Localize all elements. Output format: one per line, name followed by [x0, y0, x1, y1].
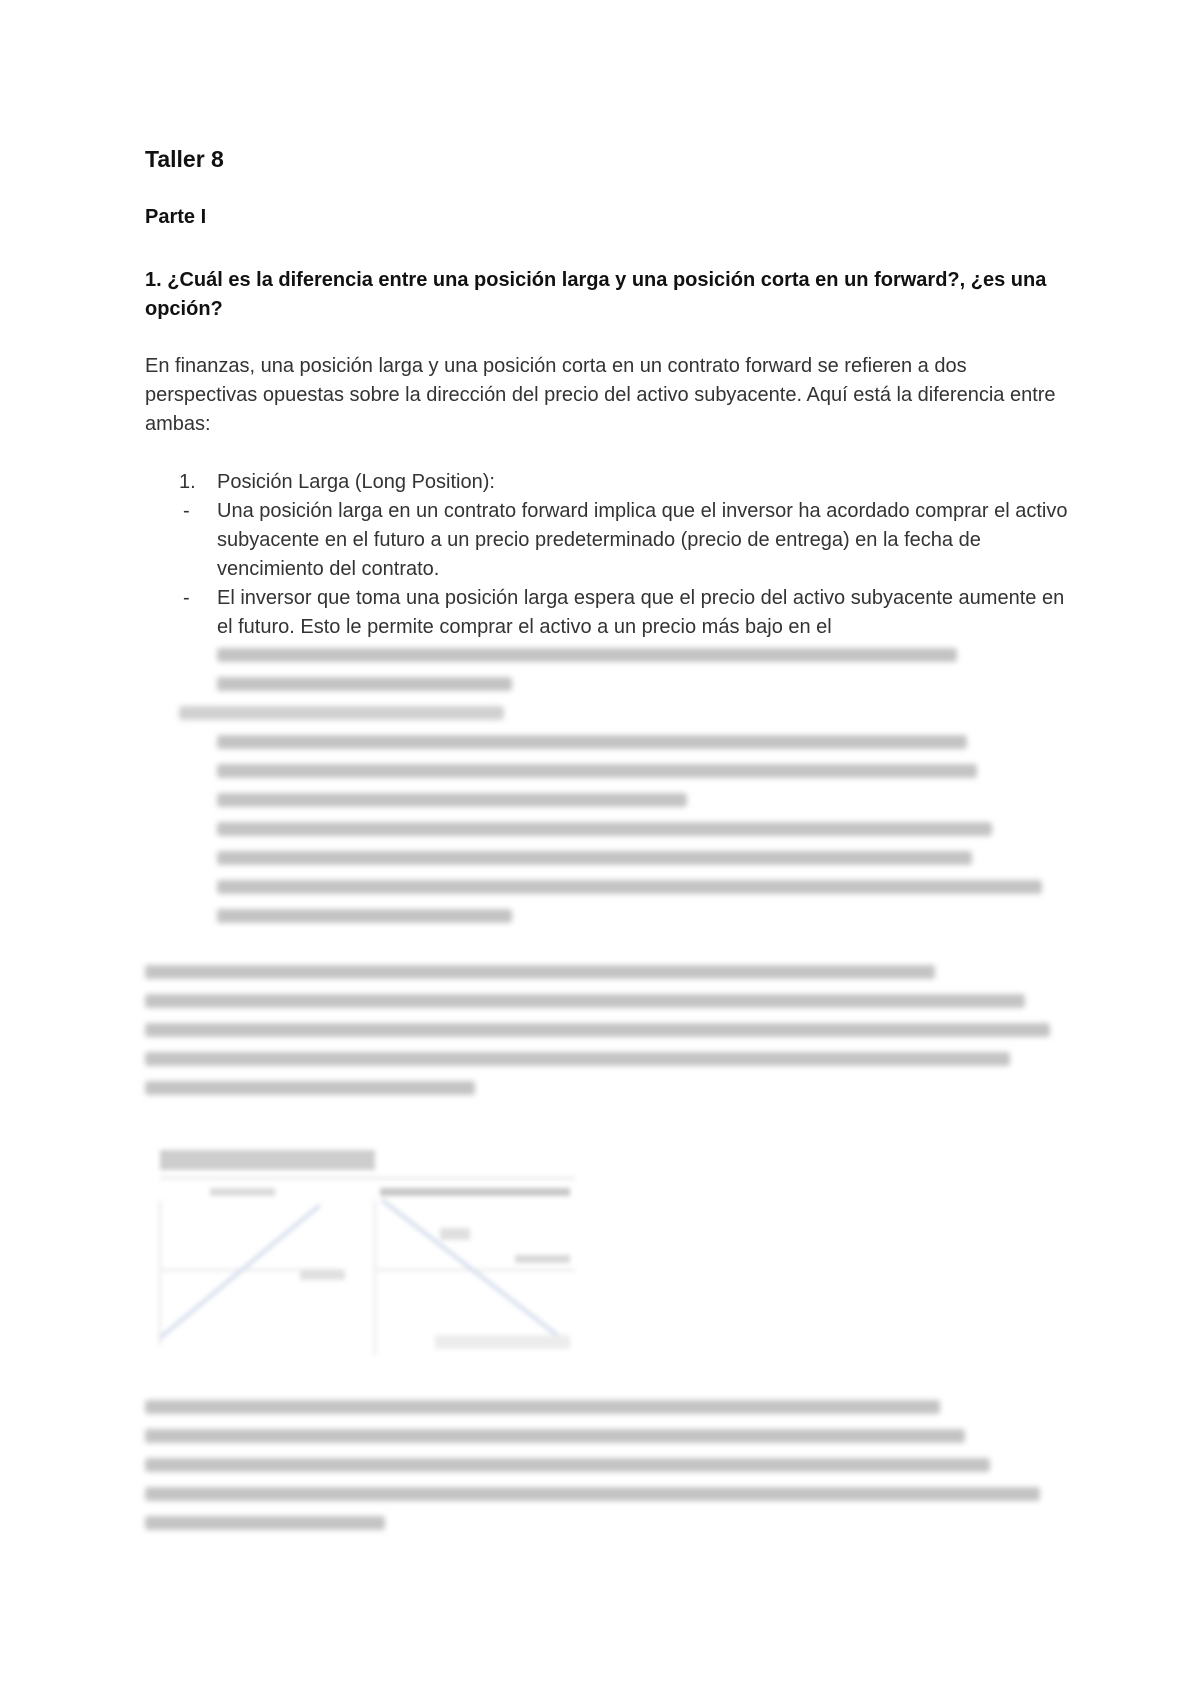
blurred-forward-payoff-chart	[150, 1150, 580, 1360]
blurred-line	[145, 1023, 1050, 1037]
list-marker: 1.	[179, 471, 196, 493]
blurred-line	[217, 851, 972, 865]
blurred-line	[145, 1429, 965, 1443]
list-item-text: Una posición larga en un contrato forward implica que el inversor ha acordado comprar el activo subyacente en el futuro a un precio predeterminado (precio de entrega) en la fecha de vencimiento del contrato.	[217, 500, 1068, 580]
list-item-text: El inversor que toma una posición larga espera que el precio del activo subyacente aumente en el futuro. Esto le permite comprar el activo a un precio más bajo en el	[217, 587, 1065, 638]
right-annotation-blur	[515, 1255, 570, 1263]
blurred-line	[217, 648, 957, 662]
blurred-line	[145, 1052, 1010, 1066]
blurred-line	[145, 1487, 1040, 1501]
blurred-line	[145, 1400, 940, 1414]
document-title: Taller 8	[145, 146, 224, 172]
blurred-line	[217, 909, 512, 923]
left-panel-label-blur	[210, 1188, 275, 1196]
right-panel-label-blur	[380, 1188, 570, 1196]
right-annotation-blur	[440, 1228, 470, 1240]
intro-paragraph: En finanzas, una posición larga y una posición corta en un contrato forward se refieren a dos perspectivas opuestas sobre la dirección del precio del activo subyacente. Aquí está la diferencia entre ambas:	[145, 355, 1056, 435]
section-heading: Parte I	[145, 206, 207, 228]
blurred-list-continuation	[145, 648, 1075, 938]
blurred-line	[145, 994, 1025, 1008]
blurred-line	[145, 1081, 475, 1095]
right-axis-label-blur	[435, 1335, 570, 1349]
list-item	[145, 584, 1075, 642]
blurred-line	[217, 677, 512, 691]
blurred-line	[217, 735, 967, 749]
list-item-text: Posición Larga (Long Position):	[217, 471, 495, 493]
blurred-line	[217, 793, 687, 807]
blurred-line	[217, 822, 992, 836]
blurred-line	[179, 706, 504, 720]
left-annotation-blur	[300, 1270, 345, 1280]
blurred-line	[145, 965, 935, 979]
list-item	[145, 468, 1075, 497]
list-marker: -	[183, 587, 190, 609]
question-heading: 1. ¿Cuál es la diferencia entre una posición larga y una posición corta en un forward?, ¿es una opción?	[145, 269, 1047, 320]
chart-title-blur	[160, 1150, 375, 1170]
short-payoff-line	[382, 1200, 570, 1345]
position-list	[145, 468, 1075, 642]
blurred-line	[145, 1516, 385, 1530]
list-item	[145, 497, 1075, 584]
blurred-final-paragraph	[145, 1400, 1075, 1545]
list-marker: -	[183, 500, 190, 522]
blurred-line	[217, 764, 977, 778]
blurred-line	[145, 1458, 990, 1472]
blurred-line	[217, 880, 1042, 894]
blurred-summary-paragraph	[145, 965, 1075, 1110]
